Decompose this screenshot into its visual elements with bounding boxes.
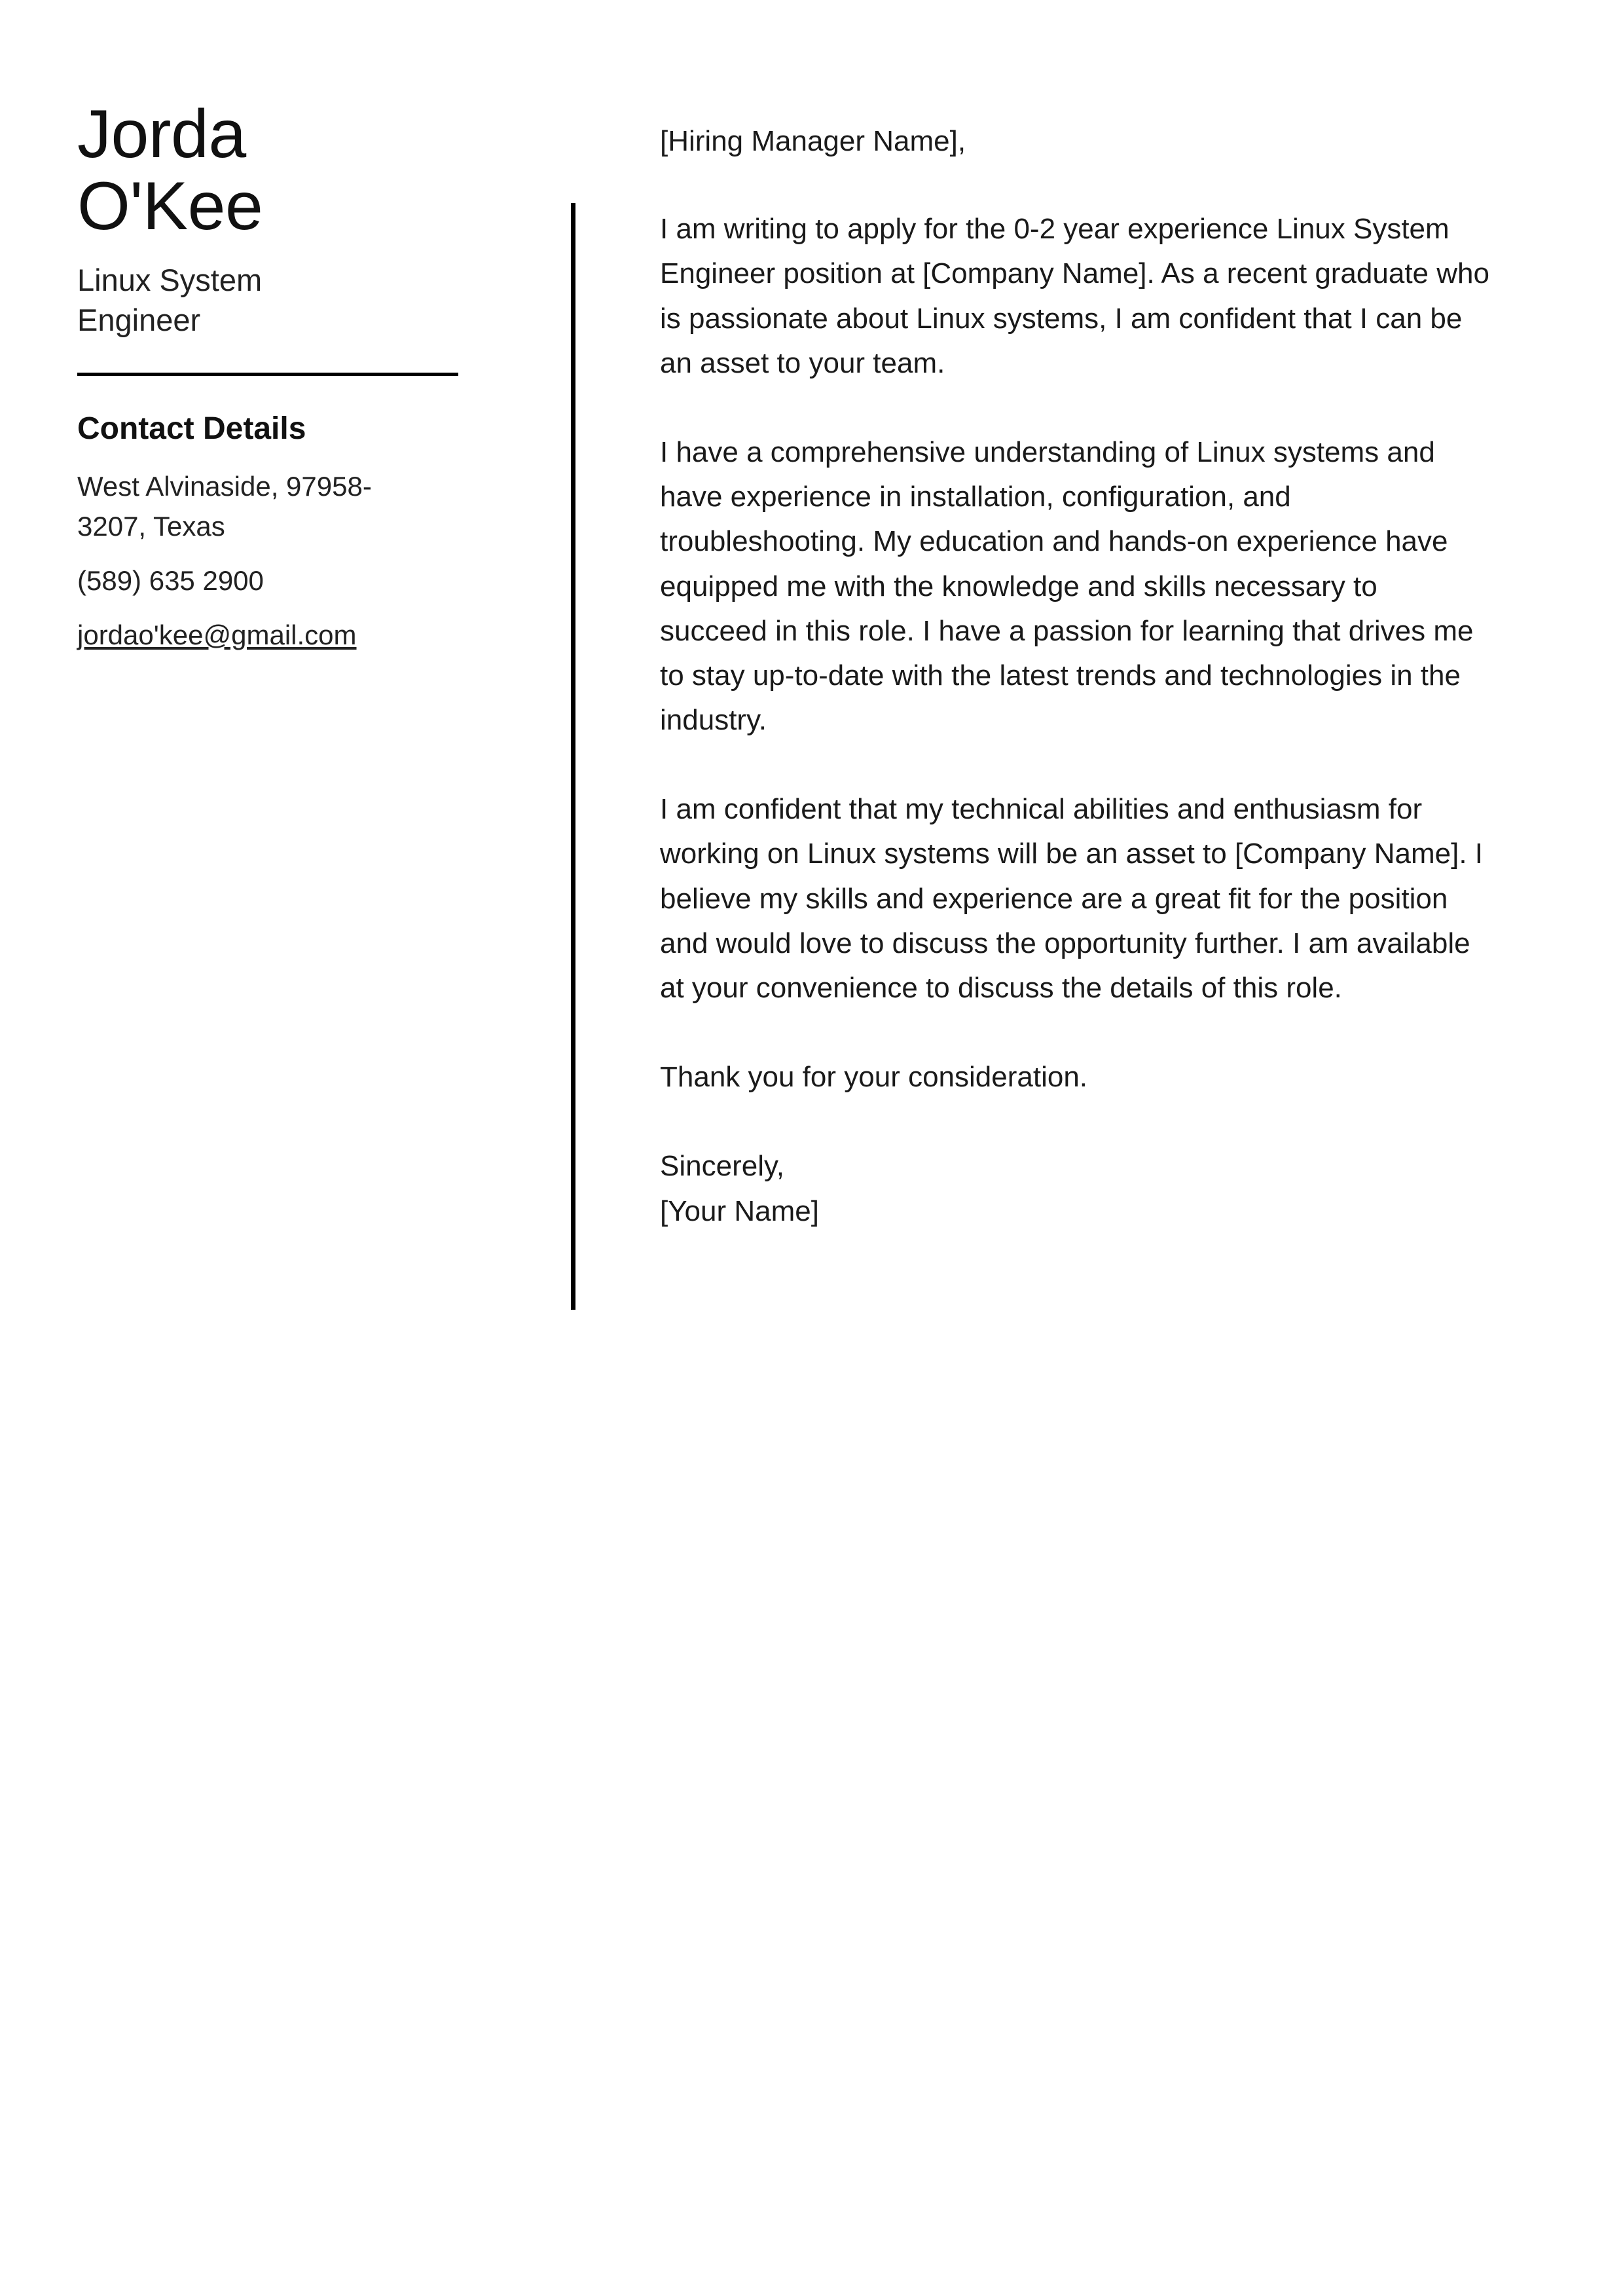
letter-paragraph-1: I am writing to apply for the 0-2 year experience Linux System Engineer position at [Company Name]. As a recent graduate who is passionate about Linux systems, I am confident that I can be an asset to your team. [660, 213, 1489, 379]
sidebar-divider [77, 373, 458, 376]
name-line-last: O'Kee [77, 168, 263, 245]
contact-details-list [77, 467, 483, 656]
name-line-first: Jorda [77, 96, 246, 172]
letter-closing: Sincerely, [660, 1150, 784, 1183]
letter-signature: [Your Name] [660, 1194, 819, 1227]
column-divider [571, 203, 575, 1310]
contact-address: West Alvinaside, 97958-3207, Texas [77, 471, 372, 542]
candidate-name [77, 96, 483, 245]
letter-body [660, 119, 1491, 1234]
job-title: Linux System Engineer [77, 263, 263, 337]
letter-paragraph-3: I am confident that my technical abilities and enthusiasm for working on Linux systems will be an asset to [Company Name]. I believe my skills and experience are a great fit for the position and would love to discuss the opportunity further. I am available at your convenience to discuss the details of this role. [660, 793, 1483, 1004]
contact-phone: (589) 635 2900 [77, 565, 264, 597]
sidebar [77, 98, 483, 670]
letter-paragraph-2: I have a comprehensive understanding of Linux systems and have experience in installation, configuration, and troubleshooting. My education and hands-on experience have equipped me with the knowledge and skills necessary to succeed in this role. I have a passion for learning that drives me to stay up-to-date with the latest trends and technologies in the industry. [660, 435, 1474, 737]
letter-thank-you: Thank you for your consideration. [660, 1061, 1088, 1094]
contact-details-heading: Contact Details [77, 411, 306, 446]
contact-email-link[interactable]: jordao'kee@gmail.com [77, 620, 357, 651]
letter-salutation: [Hiring Manager Name], [660, 125, 966, 157]
